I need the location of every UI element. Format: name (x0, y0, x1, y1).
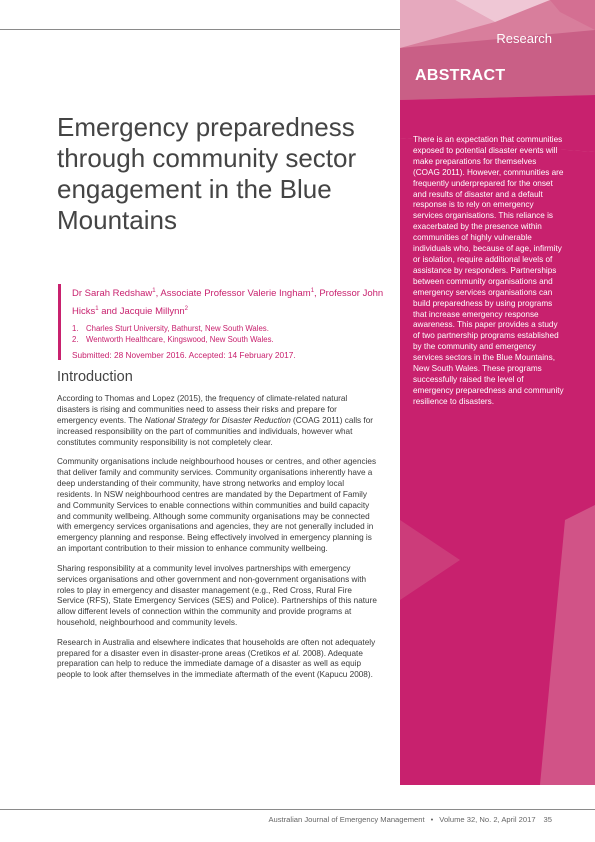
author-name: Associate Professor Valerie Ingham (160, 288, 311, 300)
author-name: Jacquie Millynn (119, 305, 185, 317)
footer-rule (0, 809, 595, 810)
page-number: 35 (543, 815, 552, 824)
abstract-heading: ABSTRACT (415, 67, 506, 84)
affiliation: 1. Charles Sturt University, Bathurst, New South Wales. (72, 324, 269, 334)
author-list: Dr Sarah Redshaw$^1$, Associate Professor Valerie Ingham$^1$, Professor John Hicks$^1$ and Jacquie Millynn$^2$ (72, 288, 384, 317)
author-block (58, 284, 402, 360)
issue-info: Volume 32, No. 2, April 2017 (439, 815, 536, 824)
page-footer: Australian Journal of Emergency Management • Volume 32, No. 2, April 2017 35 (268, 815, 552, 824)
abstract-sidebar (400, 0, 595, 785)
article-title: Emergency preparedness through community sector engagement in the Blue Mountains (57, 112, 357, 235)
submission-dates: Submitted: 28 November 2016. Accepted: 14 February 2017. (72, 350, 296, 361)
author-name: Professor John Hicks (72, 288, 384, 317)
body-text (57, 394, 379, 690)
paragraph: According to Thomas and Lopez (2015), the frequency of climate-related natural disasters is rising and communities need to assess their risks and prepare for emergency events. The National Strategy for Disaster Reduction (COAG 2011) calls for increased responsibility on the part of communities and individuals, however what constitutes community responsibility is not completely clear. (57, 394, 373, 447)
top-rule (0, 29, 400, 30)
journal-name: Australian Journal of Emergency Management (268, 815, 425, 824)
author-name: Dr Sarah Redshaw (72, 288, 153, 300)
affiliation: 2. Wentworth Healthcare, Kingswood, New South Wales. (72, 335, 274, 345)
paragraph: Research in Australia and elsewhere indicates that households are often not adequately prepared for a disaster even in disaster-prone areas (Cretikos et al. 2008). Adequate preparation can help to reduce the immediate damage of a disaster as well as equip people to look after themselves in the immediate aftermath of the event (Kapucu 2008). (57, 637, 376, 680)
paragraph: Community organisations include neighbourhood houses or centres, and other agencies that deliver family and community services. Community organisations inherently have a deep understanding of their community, have strong networks and employ local residents. In NSW neighbourhood centres are mandated by the Department of Family and Community Services to enable connections within communities and build capacity and community wellbeing. Although some community organisations may be connected with emergency services organisations and agencies, they are not generally included in emergency planning and response. Being effectively involved in emergency planning is an important contribution to their mission to enhance community wellbeing. (57, 457, 377, 554)
abstract-text: There is an expectation that communities exposed to potential disaster events will make preparations for themselves (COAG 2011). However, communities are frequently underprepared for the onset and results of disaster and a default response is to rely on emergency services organisations. This reliance is exacerbated by the presence within communities of highly vulnerable individuals who, because of age, infirmity or isolation, require additional levels of assistance by responders. Partnerships between community organisations and emergency services organisations can build preparedness by using programs that increase emergency response awareness. This paper provides a study of two partnership programs established by the community and emergency services sectors in the Blue Mountains, New South Wales. These programs successfully raised the level of emergency preparedness and community resilience to disasters. (413, 135, 564, 406)
section-heading-introduction: Introduction (57, 369, 133, 385)
section-label: Research (496, 31, 552, 46)
paragraph: Sharing responsibility at a community level involves partnerships with emergency services organisations and other government and non-government organisations with roles to play in emergency and disaster management (e.g., Red Cross, Rural Fire Service (RFS), State Emergency Services (SES) and Police). Partnerships of this nature allow different levels of connection within the community and provide programs at household, neighbourhood and community levels. (57, 563, 377, 628)
